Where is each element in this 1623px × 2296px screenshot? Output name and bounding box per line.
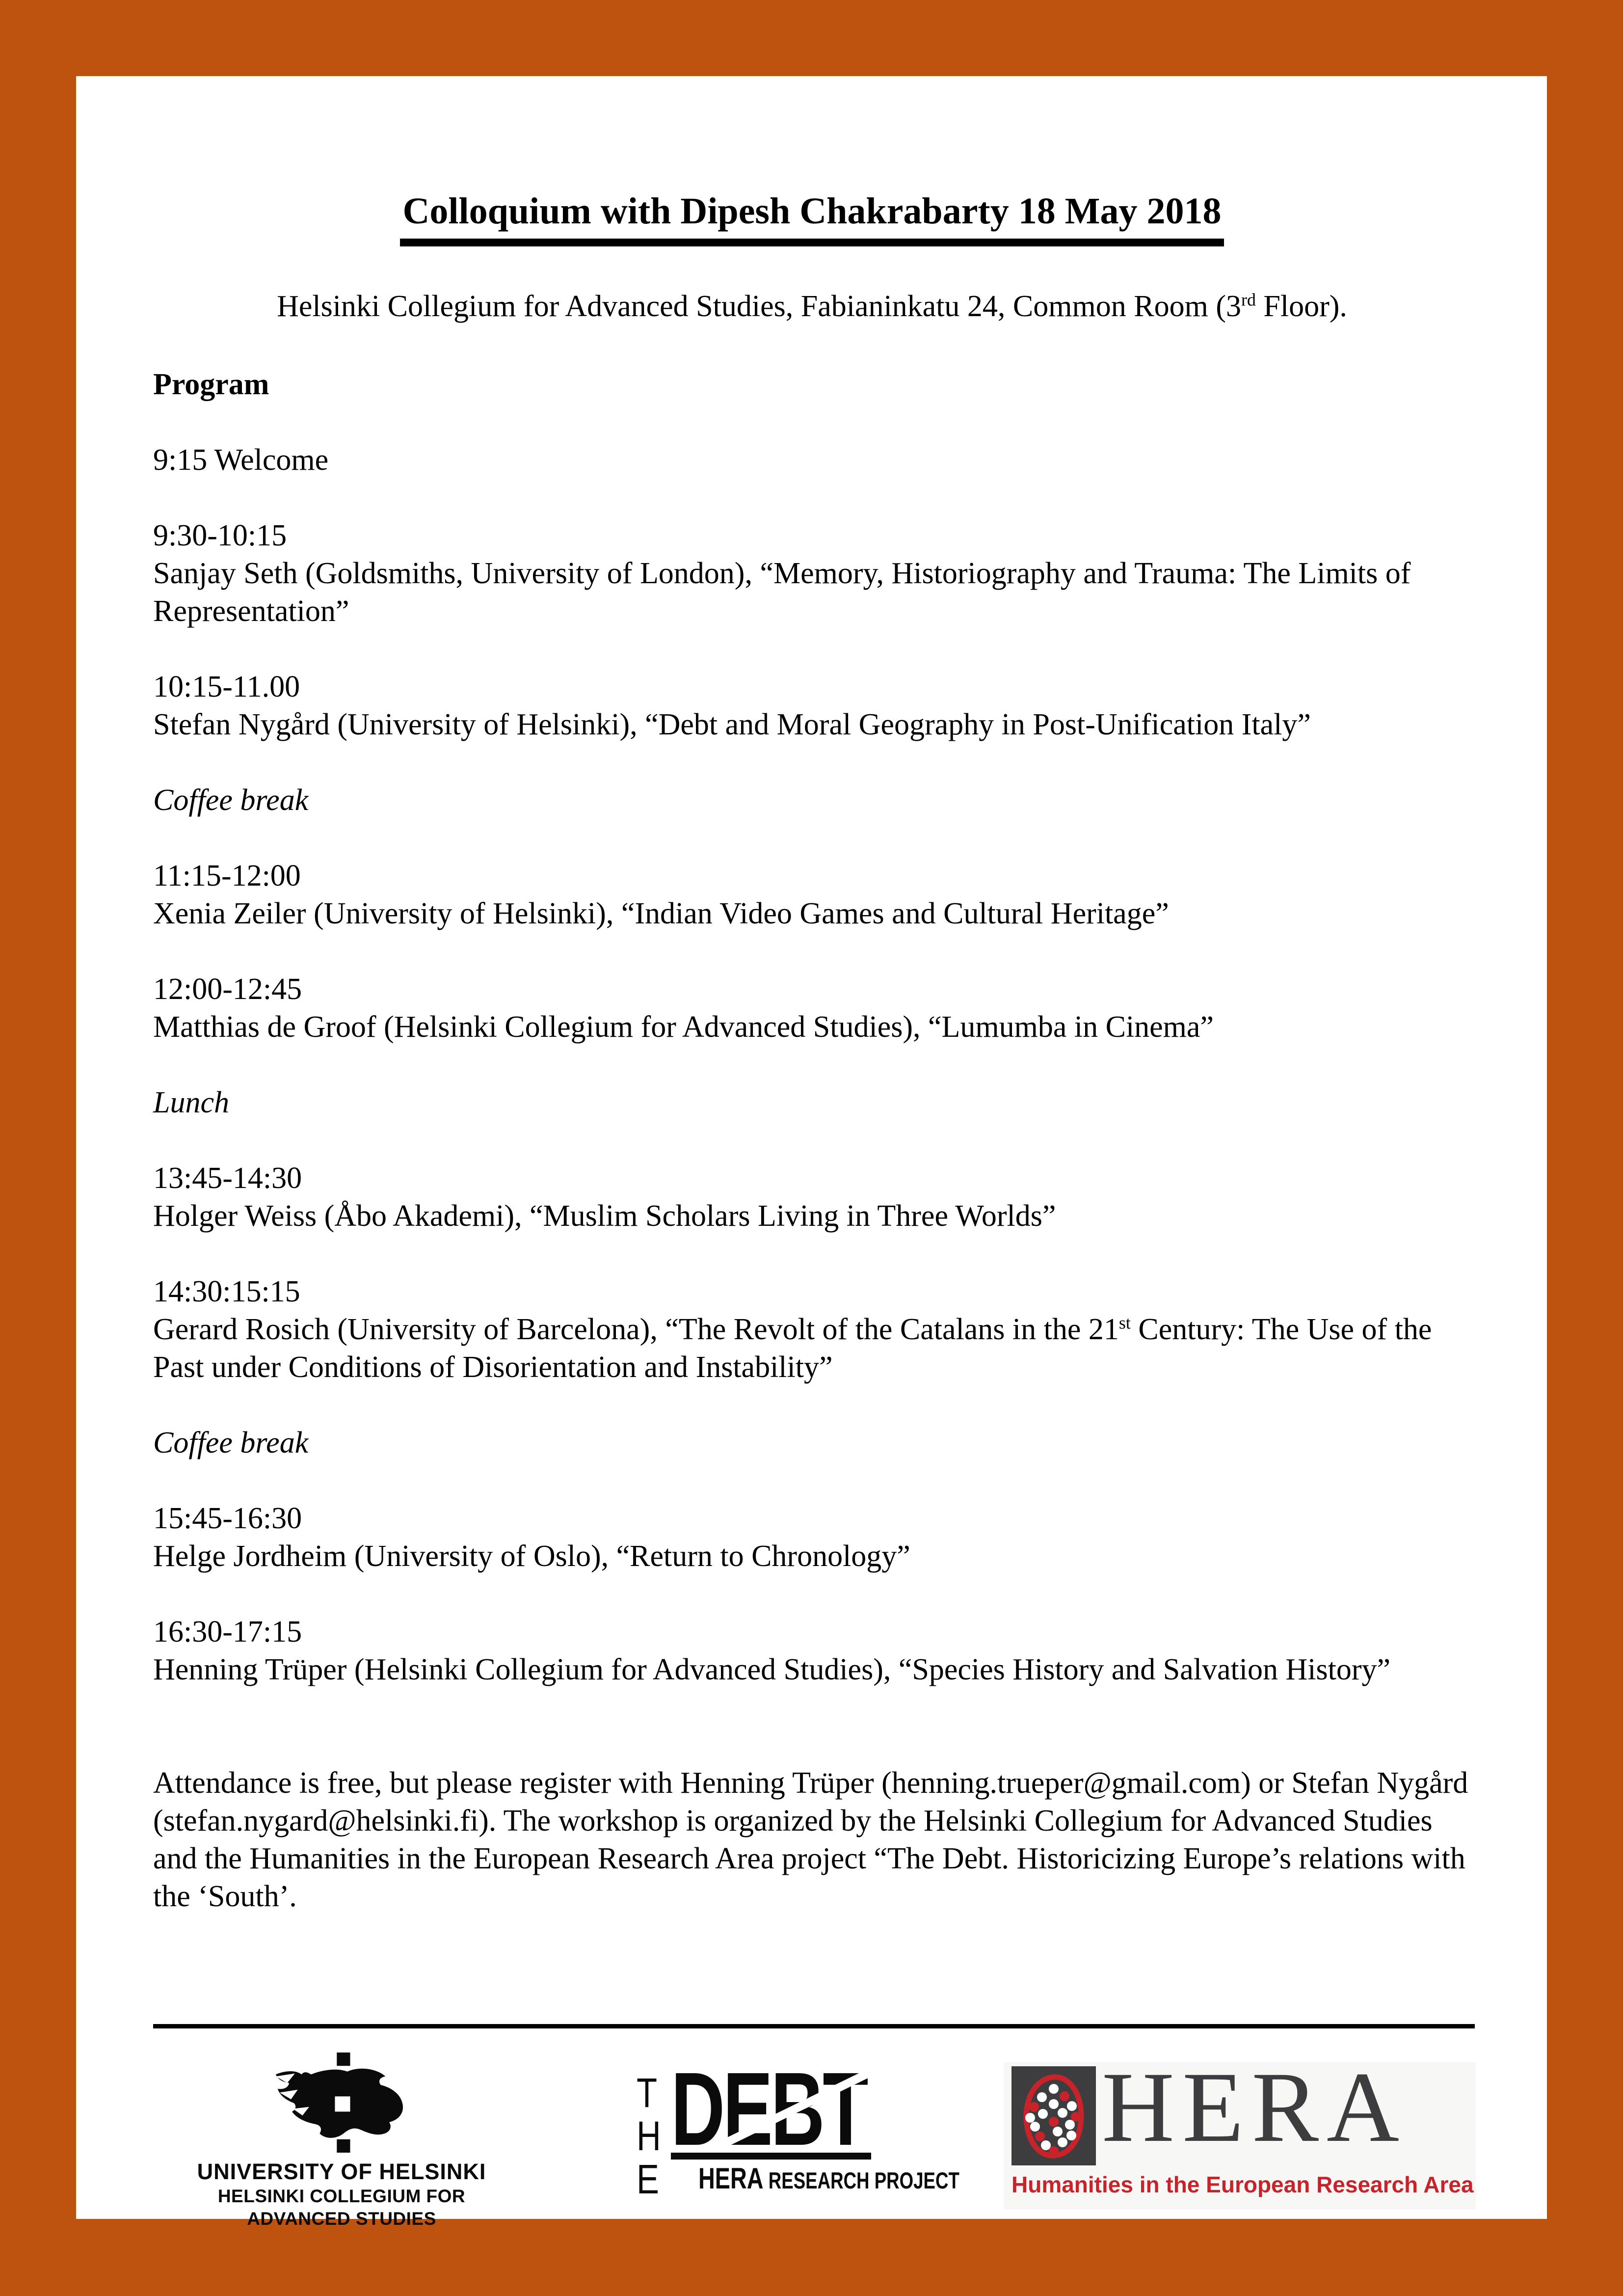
- document-title: Colloquium with Dipesh Chakrabarty 18 May 2018: [400, 188, 1224, 246]
- session-time-title: 9:15 Welcome: [153, 443, 329, 477]
- program-heading: Program: [153, 368, 269, 401]
- program-item: [153, 971, 1471, 1046]
- program-item: [153, 1613, 1471, 1689]
- debt-underline: [671, 2153, 871, 2160]
- program-item: [153, 857, 1471, 933]
- session-time: 15:45-16:30: [153, 1502, 302, 1535]
- session-time: 9:30-10:15: [153, 519, 287, 552]
- program-item: [153, 517, 1471, 630]
- hera-logo: [1004, 2052, 1476, 2210]
- break-label: Lunch: [153, 1086, 229, 1119]
- session-time: 16:30-17:15: [153, 1615, 302, 1648]
- session-time: 13:45-14:30: [153, 1162, 302, 1195]
- debt-wordmark: [671, 2067, 889, 2151]
- break-label: Coffee break: [153, 1426, 309, 1459]
- program-item: [153, 1160, 1471, 1235]
- debt-subtitle: [698, 2161, 959, 2195]
- debt-subtitle-rest: RESEARCH PROJECT: [763, 2167, 959, 2193]
- program-item: [153, 668, 1471, 744]
- session-time: 11:15-12:00: [153, 859, 301, 892]
- session-time: 12:00-12:45: [153, 972, 302, 1006]
- session-title: Gerard Rosich (University of Barcelona), “The Revolt of the Catalans in the 21st Century: The Use of the Past under Conditions of Disorientation and Instability”: [153, 1313, 1432, 1384]
- session-title: Stefan Nygård (University of Helsinki), “Debt and Moral Geography in Post-Unification Italy”: [153, 708, 1311, 741]
- venue-line: [153, 288, 1471, 325]
- session-title: Henning Trüper (Helsinki Collegium for Advanced Studies), “Species History and Salvation History”: [153, 1653, 1390, 1686]
- debt-the-letter: E: [637, 2156, 659, 2202]
- session-title: Holger Weiss (Åbo Akademi), “Muslim Scholars Living in Three Worlds”: [153, 1199, 1056, 1233]
- title-row: [153, 188, 1471, 246]
- debt-the-letter: H: [637, 2113, 661, 2159]
- session-time: 10:15-11.00: [153, 670, 300, 703]
- the-debt-logo: [637, 2067, 959, 2220]
- venue-text: Helsinki Collegium for Advanced Studies, Fabianinkatu 24, Common Room (3: [277, 290, 1241, 323]
- registration-paragraph: Attendance is free, but please register with Henning Trüper (henning.trueper@gmail.com) or Stefan Nygård (stefan.nygard@helsinki.fi). The workshop is organized by the Helsinki Collegium for Advanced Studies and the Humanities in the European Research Area project “The Debt. Historicizing Europe’s relations with the ‘South’.: [153, 1766, 1468, 1913]
- debt-the-vertical: [637, 2071, 661, 2201]
- program-item: [153, 1084, 1471, 1122]
- hera-wordmark: HERA: [1102, 2052, 1408, 2163]
- debt-the-letter: T: [637, 2070, 658, 2116]
- university-collegium-label: HELSINKI COLLEGIUM FOR ADVANCED STUDIES: [217, 2186, 466, 2229]
- session-title: Xenia Zeiler (University of Helsinki), “Indian Video Games and Cultural Heritage”: [153, 897, 1169, 930]
- venue-floor-superscript: rd: [1241, 290, 1256, 310]
- footer-divider: [153, 2024, 1475, 2028]
- session-title: Matthias de Groof (Helsinki Collegium for Advanced Studies), “Lumumba in Cinema”: [153, 1010, 1214, 1044]
- program-item: [153, 782, 1471, 819]
- program-item: [153, 1424, 1471, 1462]
- footer-logos-section: [153, 2024, 1475, 2229]
- session-time: 14:30:15:15: [153, 1275, 300, 1308]
- document-body: [76, 76, 1547, 1916]
- debt-word: DEBT: [671, 2067, 867, 2151]
- program-list: [153, 441, 1471, 1689]
- session-title: Helge Jordheim (University of Oslo), “Return to Chronology”: [153, 1540, 910, 1573]
- debt-subtitle-hera: HERA: [698, 2162, 764, 2195]
- break-label: Coffee break: [153, 783, 309, 817]
- program-item: [153, 441, 1471, 479]
- century-superscript: st: [1118, 1313, 1131, 1333]
- hera-emblem-icon: [1011, 2066, 1096, 2165]
- document-content: [76, 76, 1547, 2229]
- hera-tagline: Humanities in the European Research Area: [1011, 2172, 1474, 2197]
- venue-text-post: Floor).: [1255, 290, 1347, 323]
- university-name: UNIVERSITY OF HELSINKI: [197, 2159, 486, 2184]
- university-of-helsinki-logo: [188, 2053, 495, 2230]
- session-title: Sanjay Seth (Goldsmiths, University of London), “Memory, Historiography and Trauma: The Limits of Representation”: [153, 557, 1411, 628]
- university-flame-icon: [265, 2053, 418, 2153]
- program-item: [153, 1500, 1471, 1575]
- program-item: [153, 1273, 1471, 1386]
